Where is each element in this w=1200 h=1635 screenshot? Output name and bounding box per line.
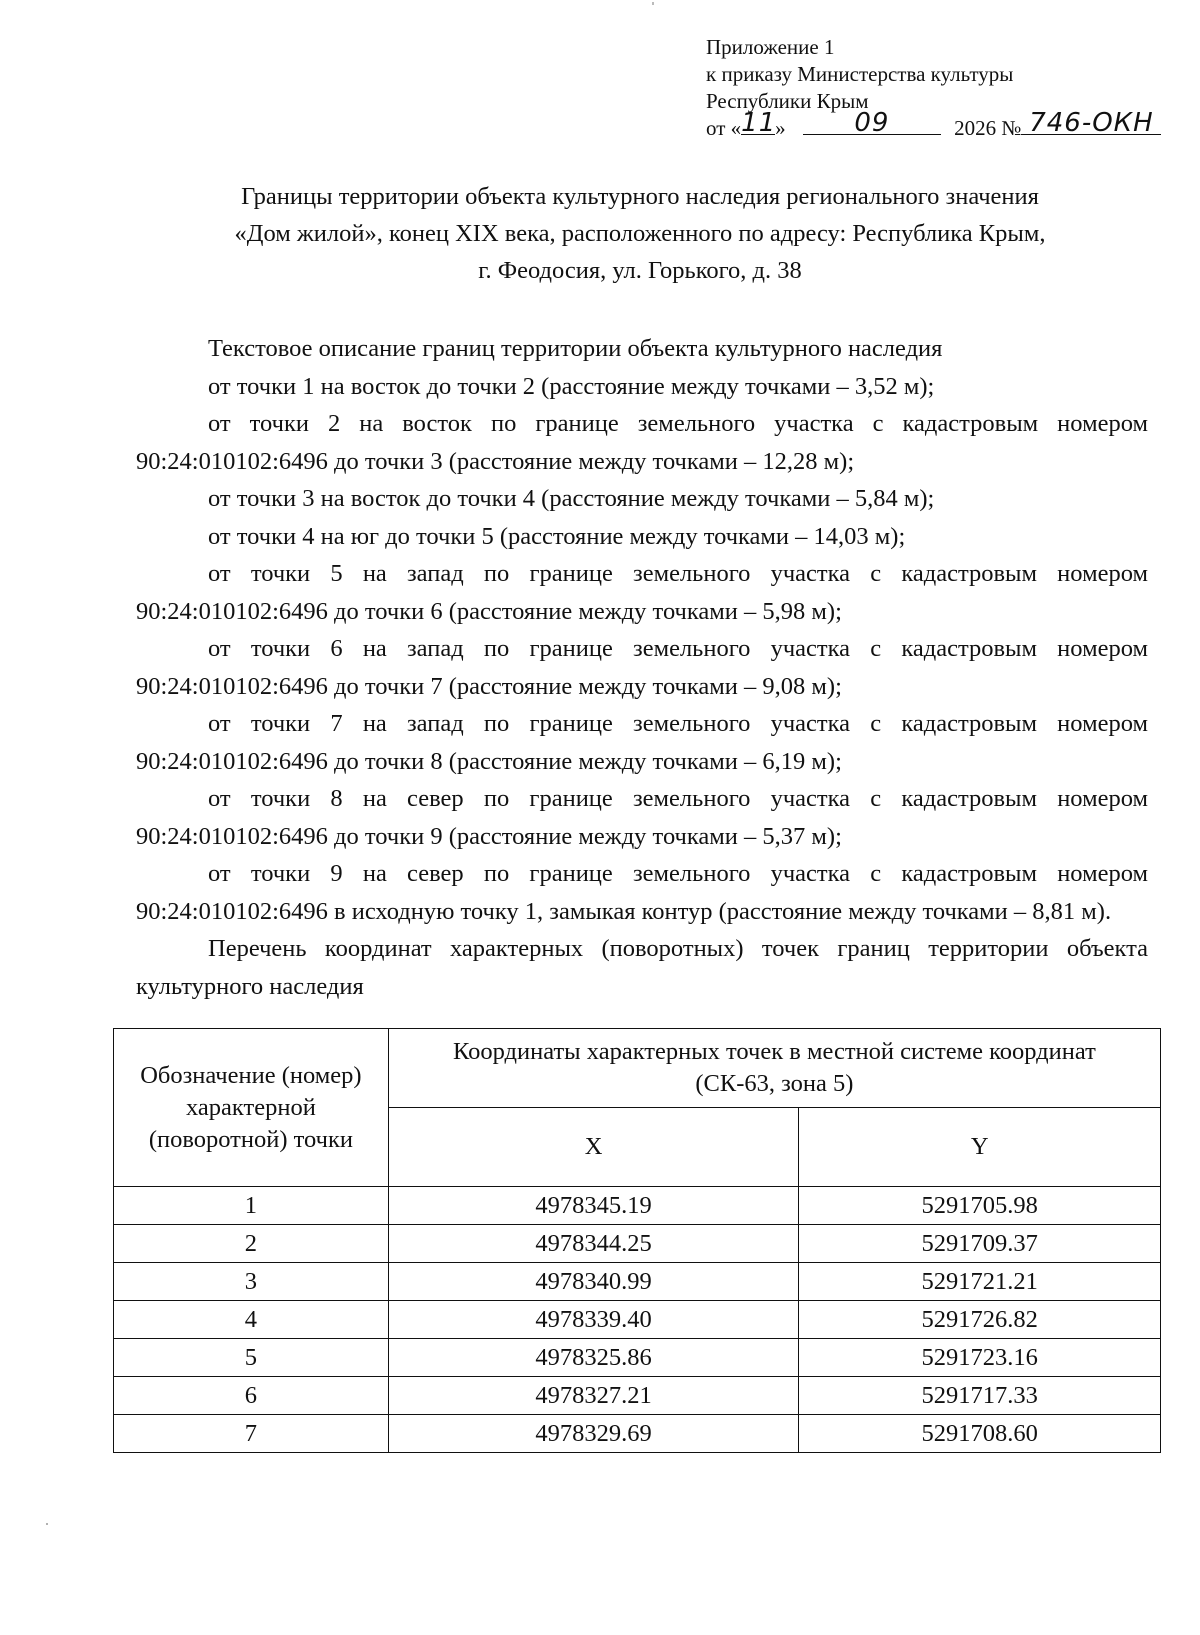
handwritten-day: 11 xyxy=(741,108,777,138)
cell-y: 5291709.37 xyxy=(799,1225,1161,1263)
cell-x: 4978325.86 xyxy=(388,1339,799,1377)
boundary-segment: от точки 3 на восток до точки 4 (расстояние между точками – 5,84 м); xyxy=(208,485,935,512)
title-line-3: г. Феодосия, ул. Горького, д. 38 xyxy=(478,257,802,284)
document-title xyxy=(150,178,1130,289)
table-row xyxy=(114,1263,1161,1301)
boundary-segment: от точки 4 на юг до точки 5 (расстояние между точками – 14,03 м); xyxy=(208,522,906,550)
date-year: 2026 № xyxy=(954,116,1022,140)
description-heading: Текстовое описание границ территории объекта культурного наследия xyxy=(208,335,943,362)
scan-speck xyxy=(652,2,654,5)
table-row xyxy=(114,1187,1161,1225)
table-row xyxy=(114,1339,1161,1377)
date-day-suffix: » xyxy=(775,116,786,140)
cell-y: 5291726.82 xyxy=(799,1301,1161,1339)
cell-y: 5291721.21 xyxy=(799,1263,1161,1301)
cell-point: 1 xyxy=(114,1187,389,1225)
title-line-2: «Дом жилой», конец XIX века, расположенного по адресу: Республика Крым, xyxy=(234,220,1046,247)
cell-point: 3 xyxy=(114,1263,389,1301)
cell-x: 4978345.19 xyxy=(388,1187,799,1225)
cell-point: 2 xyxy=(114,1225,389,1263)
cell-x: 4978329.69 xyxy=(388,1415,799,1453)
header-y: Y xyxy=(799,1108,1161,1187)
header-point-designation: Обозначение (номер) характерной (поворотной) точки xyxy=(114,1029,389,1187)
cell-y: 5291705.98 xyxy=(799,1187,1161,1225)
header-coordinates: Координаты характерных точек в местной системе координат (СК-63, зона 5) xyxy=(388,1029,1160,1108)
appendix-line-3: Республики Крым xyxy=(706,89,869,113)
boundary-segment: от точки 5 на запад по границе земельного участка с кадастровым номером 90:24:010102:6496 до точки 6 (расстояние между точками – 5,98 м); xyxy=(136,560,1148,625)
date-prefix: от « xyxy=(706,116,742,140)
cell-x: 4978339.40 xyxy=(388,1301,799,1339)
coordinates-table xyxy=(113,1028,1161,1453)
cell-point: 7 xyxy=(114,1415,389,1453)
scan-speck xyxy=(46,1523,48,1525)
handwritten-order-number: 746-ОКН xyxy=(1021,112,1161,135)
coordinates-list-intro: Перечень координат характерных (поворотных) точек границ территории объекта культурного наследия xyxy=(136,935,1148,1000)
cell-y: 5291717.33 xyxy=(799,1377,1161,1415)
appendix-line-2: к приказу Министерства культуры xyxy=(706,62,1014,86)
cell-x: 4978340.99 xyxy=(388,1263,799,1301)
boundary-description xyxy=(136,330,1148,1005)
boundary-segment: от точки 2 на восток по границе земельного участка с кадастровым номером 90:24:010102:6496 до точки 3 (расстояние между точками – 12,28 м); xyxy=(136,410,1148,475)
handwritten-month: 09 xyxy=(803,112,941,135)
boundary-segment: от точки 7 на запад по границе земельного участка с кадастровым номером 90:24:010102:6496 до точки 8 (расстояние между точками – 6,19 м); xyxy=(136,710,1148,775)
boundary-segment: от точки 8 на север по границе земельного участка с кадастровым номером 90:24:010102:6496 до точки 9 (расстояние между точками – 5,37 м); xyxy=(136,785,1148,850)
cell-point: 5 xyxy=(114,1339,389,1377)
cell-x: 4978327.21 xyxy=(388,1377,799,1415)
boundary-segment: от точки 1 на восток до точки 2 (расстояние между точками – 3,52 м); xyxy=(208,372,935,400)
appendix-line-1: Приложение 1 xyxy=(706,35,835,59)
cell-y: 5291708.60 xyxy=(799,1415,1161,1453)
cell-point: 6 xyxy=(114,1377,389,1415)
appendix-header xyxy=(706,34,1166,142)
cell-x: 4978344.25 xyxy=(388,1225,799,1263)
table-row xyxy=(114,1377,1161,1415)
boundary-segment: от точки 6 на запад по границе земельного участка с кадастровым номером 90:24:010102:6496 до точки 7 (расстояние между точками – 9,08 м); xyxy=(136,635,1148,700)
cell-point: 4 xyxy=(114,1301,389,1339)
table-row xyxy=(114,1225,1161,1263)
title-line-1: Границы территории объекта культурного наследия регионального значения xyxy=(241,183,1039,210)
cell-y: 5291723.16 xyxy=(799,1339,1161,1377)
boundary-segment: от точки 9 на север по границе земельного участка с кадастровым номером 90:24:010102:6496 в исходную точку 1, замыкая контур (расстояние между точками – 8,81 м). xyxy=(136,860,1148,925)
header-x: X xyxy=(388,1108,799,1187)
table-row xyxy=(114,1415,1161,1453)
table-row xyxy=(114,1301,1161,1339)
appendix-date-line xyxy=(706,108,1166,142)
